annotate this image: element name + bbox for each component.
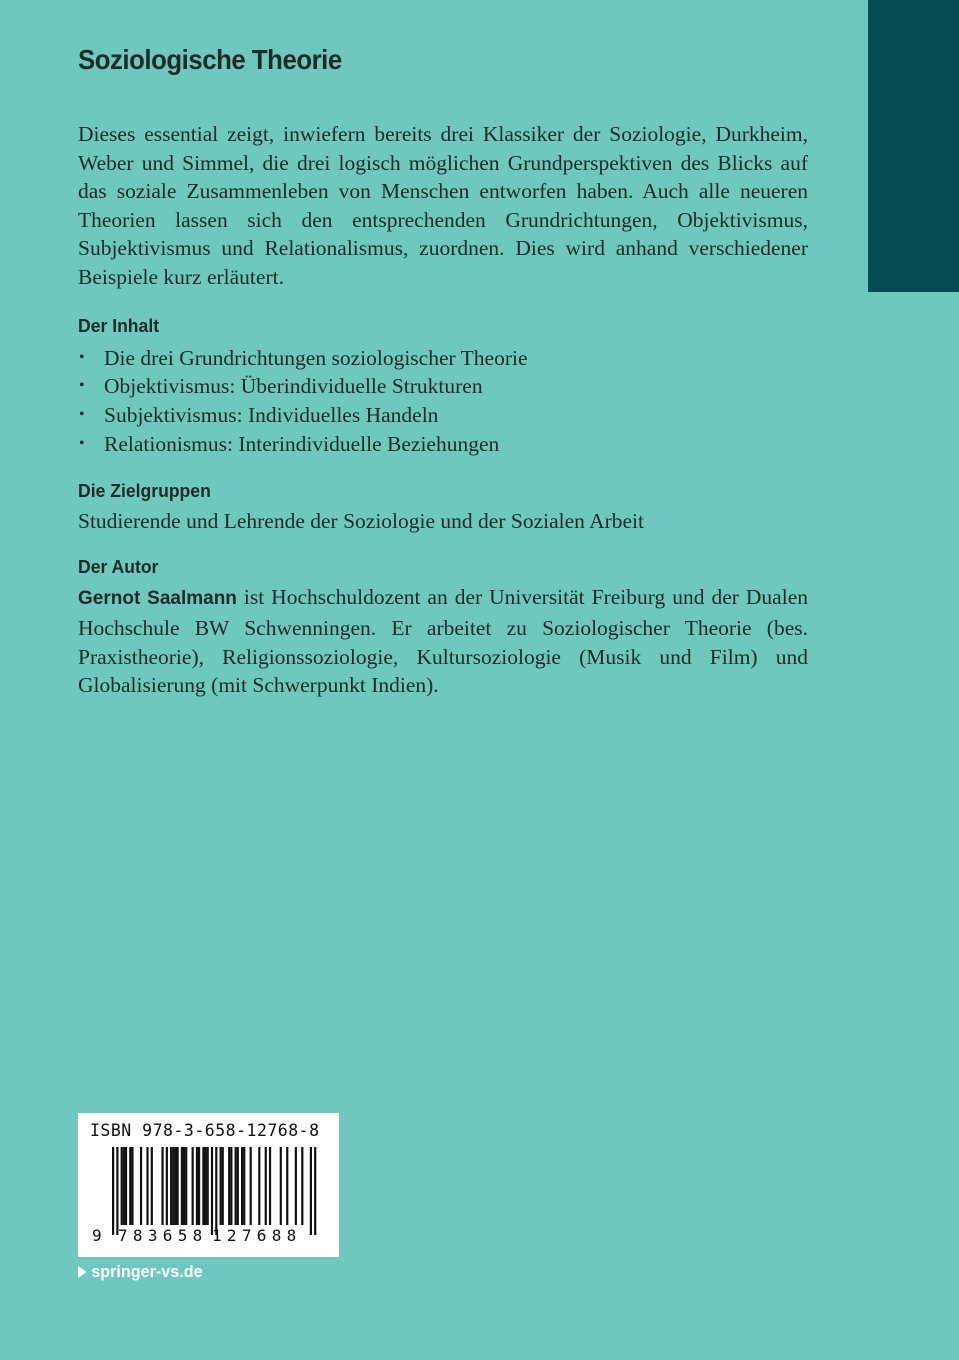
barcode-bar <box>131 1147 133 1225</box>
isbn-label: ISBN 978-3-658-12768-8 <box>90 1121 320 1140</box>
barcode-bar <box>112 1147 114 1235</box>
barcode-bar <box>269 1147 271 1225</box>
barcode-bar <box>161 1147 163 1225</box>
barcode-digit-group-right: 127688 <box>212 1226 302 1245</box>
barcode-bar <box>196 1147 198 1225</box>
author-bio: ist Hochschuldozent an der Universität Freiburg und der Dualen Hochschule BW Schwenningen. Er arbeitet zu Soziologischer Theorie (bes. Praxistheorie), Religionssoziologie, Kultursoziologie (Musik und Film) und Globalisierung (mit Schwerpunkt Indien). <box>78 585 808 698</box>
barcode-bar <box>265 1147 267 1225</box>
barcode-bar <box>215 1147 217 1235</box>
barcode-bar <box>116 1147 118 1235</box>
barcode-bar <box>170 1147 172 1225</box>
barcode-bar <box>314 1147 316 1235</box>
publisher-link-text: springer-vs.de <box>91 1262 203 1281</box>
barcode-bar <box>243 1147 245 1225</box>
author-name: Gernot Saalmann <box>78 588 237 610</box>
list-item: • Die drei Grundrichtungen soziologischer Theorie <box>78 344 808 373</box>
back-cover-text <box>78 44 808 700</box>
inhalt-list <box>78 344 808 459</box>
barcode-bar <box>301 1147 303 1225</box>
barcode-bar <box>258 1147 260 1225</box>
accent-bar <box>868 0 959 292</box>
zielgruppen-heading: Die Zielgruppen <box>78 479 211 501</box>
barcode-digit-lead: 9 <box>92 1226 102 1245</box>
barcode-bar <box>230 1147 232 1225</box>
barcode-bar <box>310 1147 312 1235</box>
barcode-bar <box>151 1147 153 1225</box>
zielgruppen-text: Studierende und Lehrende der Soziologie und der Sozialen Arbeit <box>78 508 645 533</box>
barcode-bar <box>241 1147 243 1225</box>
autor-heading: Der Autor <box>78 556 159 578</box>
barcode-bar <box>181 1147 183 1225</box>
barcode-bar <box>280 1147 282 1225</box>
barcode-bar <box>222 1147 224 1225</box>
barcode-bar <box>121 1147 123 1225</box>
barcode-bar <box>129 1147 131 1225</box>
list-item: • Relationismus: Interindividuelle Beziehungen <box>78 430 808 459</box>
barcode-bar <box>228 1147 230 1225</box>
isbn-barcode <box>78 1113 339 1257</box>
intro-paragraph: Dieses essential zeigt, inwiefern bereits drei Klassiker der Soziologie, Durkheim, Weber und Simmel, die drei logisch möglichen Grundperspektiven des Blicks auf das soziale Zusammenleben von Menschen entworfen haben. Auch alle neueren Theorien lassen sich den entsprechenden Grundrichtungen, Objektivismus, Subjektivismus und Relationalismus, zuordnen. Dies wird anhand verschiedener Beispiele kurz erläutert. <box>78 122 808 289</box>
barcode-digit-group-left: 783658 <box>118 1226 208 1245</box>
bullet-icon: • <box>79 434 85 452</box>
barcode-bar <box>174 1147 176 1225</box>
barcode-bar <box>183 1147 185 1225</box>
barcode-bar <box>235 1147 237 1225</box>
barcode-digits <box>78 1226 339 1248</box>
barcode-bar <box>172 1147 174 1225</box>
publisher-link[interactable] <box>78 1262 203 1282</box>
barcode-bar <box>211 1147 213 1235</box>
barcode-bar <box>202 1147 204 1225</box>
barcode-bar <box>125 1147 127 1225</box>
barcode-bar <box>207 1147 209 1225</box>
barcode-bar <box>198 1147 200 1225</box>
barcode-bar <box>140 1147 142 1225</box>
list-item: • Subjektivismus: Individuelles Handeln <box>78 401 808 430</box>
inhalt-heading: Der Inhalt <box>78 314 160 336</box>
bullet-icon: • <box>79 406 85 424</box>
bullet-icon: • <box>79 377 85 395</box>
barcode-bar <box>286 1147 288 1225</box>
arrow-right-icon <box>78 1266 87 1278</box>
barcode-bar <box>177 1147 179 1225</box>
barcode-bar <box>123 1147 125 1225</box>
barcode-bar <box>295 1147 297 1225</box>
barcode-bar <box>192 1147 194 1225</box>
barcode-bar <box>250 1147 252 1225</box>
barcode-bar <box>185 1147 187 1225</box>
bullet-icon: • <box>79 348 85 366</box>
barcode-bar <box>220 1147 222 1225</box>
barcode-bar <box>204 1147 206 1225</box>
book-title: Soziologische Theorie <box>78 44 342 75</box>
barcode-bar <box>237 1147 239 1225</box>
barcode-bar <box>166 1147 168 1225</box>
list-item: • Objektivismus: Überindividuelle Strukturen <box>78 372 808 401</box>
autor-text <box>78 583 808 699</box>
barcode-bar <box>146 1147 148 1225</box>
